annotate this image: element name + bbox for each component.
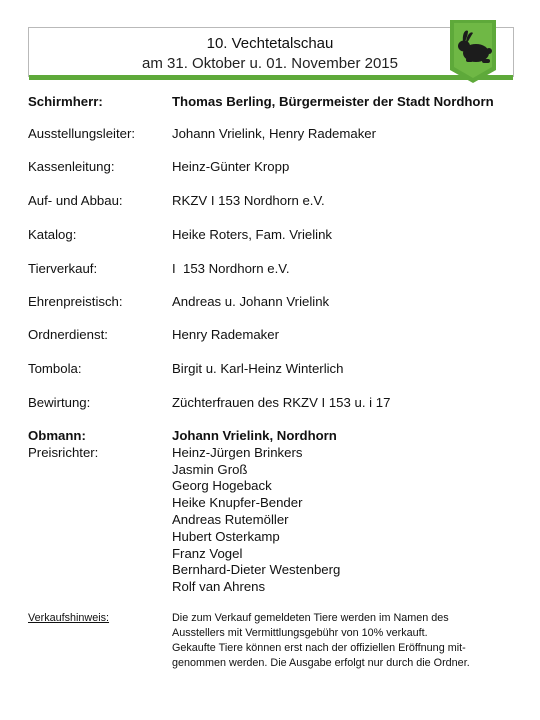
judge-name: Jasmin Groß	[172, 461, 248, 477]
row-value: I 153 Nordhorn e.V.	[172, 261, 290, 276]
obmann-label: Obmann:	[28, 428, 86, 443]
judge-name: Hubert Osterkamp	[172, 528, 280, 544]
obmann-name: Johann Vrielink, Nordhorn	[172, 428, 337, 443]
judges-section	[28, 428, 528, 598]
header-green-band	[29, 75, 513, 80]
row-value: RKZV I 153 Nordhorn e.V.	[172, 193, 325, 208]
judge-name: Heike Knupfer-Bender	[172, 495, 303, 511]
sales-note-line: genommen werden. Die Ausgabe erfolgt nur durch die Ordner.	[172, 657, 470, 669]
judge-name: Rolf van Ahrens	[172, 579, 266, 595]
row-value: Heinz-Günter Kropp	[172, 159, 290, 174]
row-value: Züchterfrauen des RKZV I 153 u. i 17	[172, 395, 391, 410]
row-label: Katalog:	[28, 227, 77, 242]
row-label: Tierverkauf:	[28, 261, 98, 276]
row-value: Heike Roters, Fam. Vrielink	[172, 227, 333, 242]
row-label: Bewirtung:	[28, 395, 91, 410]
page-subtitle: am 31. Oktober u. 01. November 2015	[142, 55, 398, 72]
sales-note-line: Die zum Verkauf gemeldeten Tiere werden im Namen des	[172, 612, 449, 624]
judges-label: Preisrichter:	[28, 444, 99, 460]
row-label: Ausstellungsleiter:	[28, 126, 136, 141]
row-label: Auf- und Abbau:	[28, 193, 123, 208]
judge-name: Andreas Rutemöller	[172, 511, 289, 527]
row-value: Birgit u. Karl-Heinz Winterlich	[172, 361, 344, 376]
sales-note-line: Ausstellers mit Vermittlungsgebühr von 10% verkauft.	[172, 627, 428, 639]
row-label: Schirmherr:	[28, 94, 103, 109]
sales-note-label: Verkaufshinweis:	[28, 612, 110, 624]
judge-name: Heinz-Jürgen Brinkers	[172, 444, 303, 460]
sales-note-line: Gekaufte Tiere können erst nach der offiziellen Eröffnung mit-	[172, 642, 466, 654]
judge-name: Franz Vogel	[172, 545, 243, 561]
row-label: Ehrenpreistisch:	[28, 294, 123, 309]
row-value: Henry Rademaker	[172, 327, 280, 342]
judge-name: Georg Hogeback	[172, 478, 272, 494]
page-title: 10. Vechtetalschau	[206, 35, 334, 52]
rabbit-emblem-icon	[446, 20, 500, 84]
row-value: Johann Vrielink, Henry Rademaker	[172, 126, 377, 141]
row-label: Tombola:	[28, 361, 82, 376]
row-value: Andreas u. Johann Vrielink	[172, 294, 330, 309]
row-label: Ordnerdienst:	[28, 327, 108, 342]
row-label: Kassenleitung:	[28, 159, 115, 174]
judge-name: Bernhard-Dieter Westenberg	[172, 562, 341, 578]
sales-note-section	[28, 611, 528, 671]
row-value: Thomas Berling, Bürgermeister der Stadt Nordhorn	[172, 94, 494, 109]
